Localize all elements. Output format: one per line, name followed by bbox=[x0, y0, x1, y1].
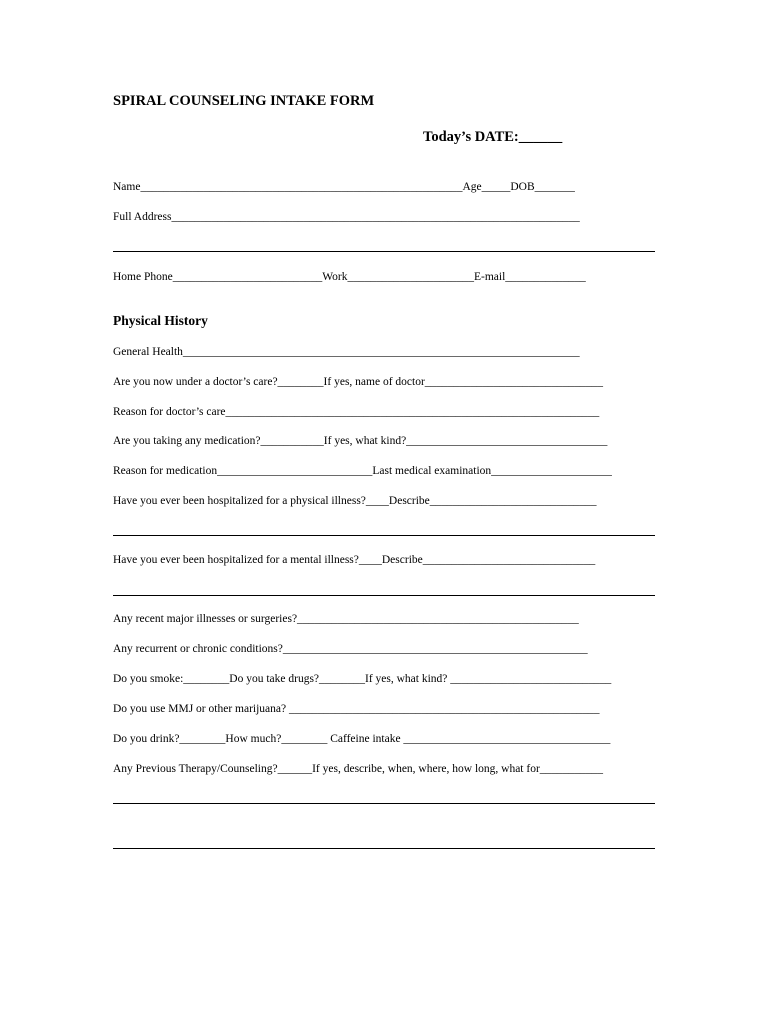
marijuana-field[interactable]: Do you use MMJ or other marijuana? ______________________________________________________ bbox=[113, 703, 600, 715]
reason-doctors-care-field[interactable]: Reason for doctor’s care_________________________________________________________________ bbox=[113, 406, 600, 418]
mental-hospitalization-continuation-line[interactable] bbox=[113, 595, 655, 596]
name-age-dob-field[interactable]: Name________________________________________________________Age_____DOB_______ bbox=[113, 181, 575, 193]
general-health-field[interactable]: General Health_____________________________________________________________________ bbox=[113, 346, 580, 358]
smoke-drugs-field[interactable]: Do you smoke:________Do you take drugs?________If yes, what kind? ____________________________ bbox=[113, 673, 612, 685]
address-continuation-line[interactable] bbox=[113, 251, 655, 252]
drink-caffeine-field[interactable]: Do you drink?________How much?________ Caffeine intake ____________________________________ bbox=[113, 733, 611, 745]
medication-field[interactable]: Are you taking any medication?___________If yes, what kind?___________________________________ bbox=[113, 435, 608, 447]
therapy-continuation-line-2[interactable] bbox=[113, 848, 655, 849]
physical-hospitalization-continuation-line[interactable] bbox=[113, 535, 655, 536]
major-illnesses-field[interactable]: Any recent major illnesses or surgeries?_________________________________________________ bbox=[113, 613, 579, 625]
full-address-field[interactable]: Full Address_______________________________________________________________________ bbox=[113, 211, 580, 223]
previous-therapy-field[interactable]: Any Previous Therapy/Counseling?______If yes, describe, when, where, how long, what for___________ bbox=[113, 763, 604, 775]
physical-hospitalization-field[interactable]: Have you ever been hospitalized for a physical illness?____Describe_____________________________ bbox=[113, 495, 597, 507]
reason-medication-field[interactable]: Reason for medication___________________________Last medical examination_____________________ bbox=[113, 465, 612, 477]
chronic-conditions-field[interactable]: Any recurrent or chronic conditions?_____________________________________________________ bbox=[113, 643, 588, 655]
todays-date-field[interactable]: Today’s DATE:______ bbox=[423, 129, 563, 145]
form-title: SPIRAL COUNSELING INTAKE FORM bbox=[113, 93, 375, 109]
therapy-continuation-line-1[interactable] bbox=[113, 803, 655, 804]
phone-work-email-field[interactable]: Home Phone__________________________Work______________________E-mail______________ bbox=[113, 271, 586, 283]
mental-hospitalization-field[interactable]: Have you ever been hospitalized for a mental illness?____Describe______________________________ bbox=[113, 554, 596, 566]
doctors-care-field[interactable]: Are you now under a doctor’s care?________If yes, name of doctor_______________________________ bbox=[113, 376, 604, 388]
physical-history-heading: Physical History bbox=[113, 313, 208, 328]
